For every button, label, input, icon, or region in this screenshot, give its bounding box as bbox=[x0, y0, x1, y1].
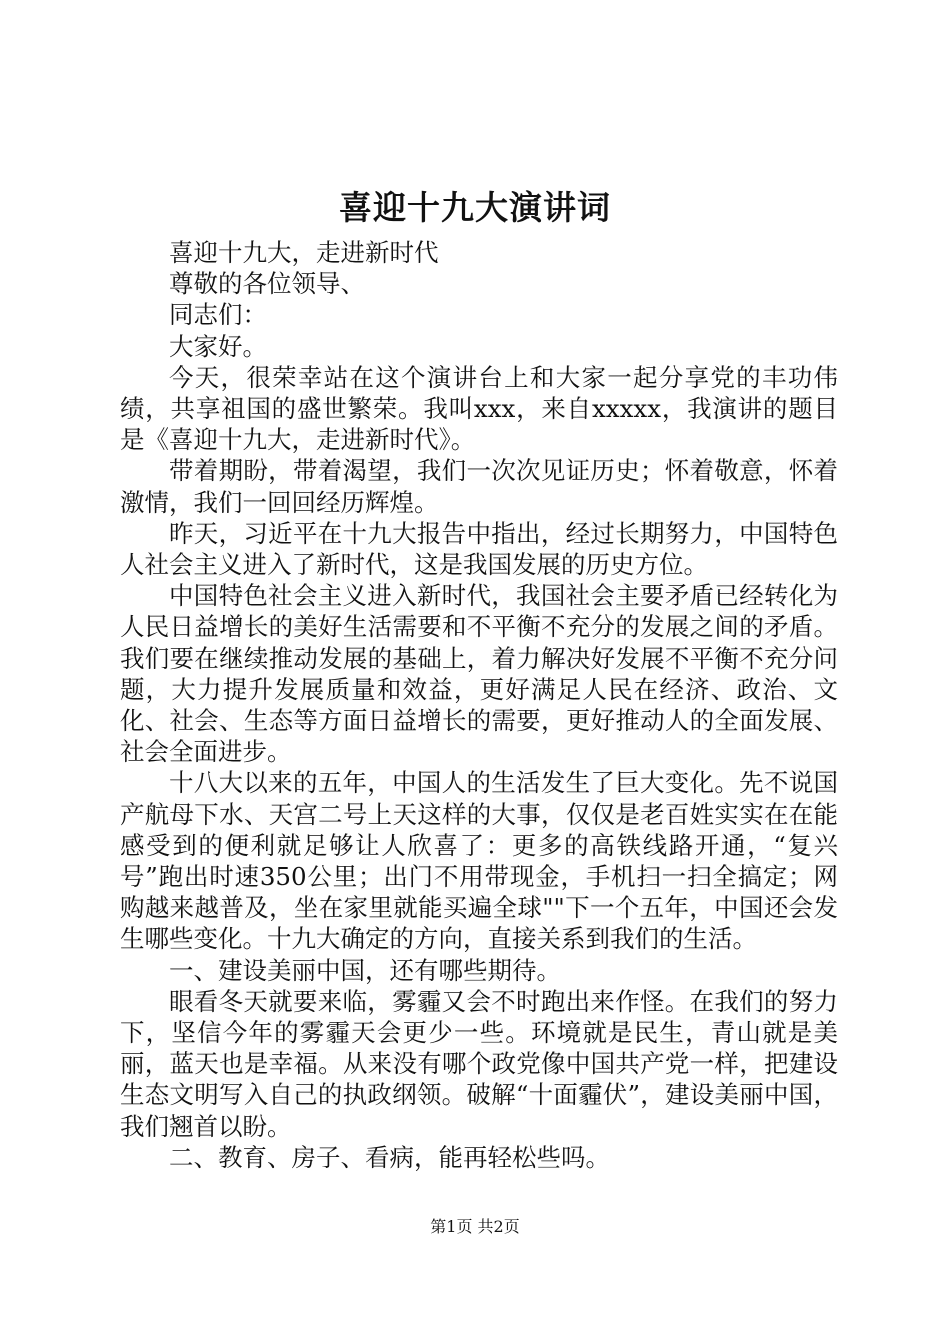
paragraph-salutation-2: 同志们： bbox=[169, 300, 267, 330]
section-heading-2: 二、教育、房子、看病，能再轻松些吗。 bbox=[169, 1142, 610, 1172]
paragraph: 中国特色社会主义进入新时代，我国社会主要矛盾已经转化为人民日益增长的美好生活需要和不平衡不充分的发展之间的矛盾。我们要在继续推动发展的基础上，着力解决好发展不平衡不充分问题，大力提升发展质量和效益，更好满足人民在经济、政治、文化、社会、生态等方面日益增长的需要，更好推动人的全面发展、社会全面进步。 bbox=[120, 581, 838, 767]
paragraph-subtitle: 喜迎十九大，走进新时代 bbox=[169, 238, 439, 267]
section-heading-1: 一、建设美丽中国，还有哪些期待。 bbox=[169, 955, 561, 985]
paragraph-intro: 今天，很荣幸站在这个演讲台上和大家一起分享党的丰功伟绩，共享祖国的盛世繁荣。我叫xxx，来自xxxxx，我演讲的题目是《喜迎十九大，走进新时代》。 bbox=[120, 362, 838, 455]
document-body bbox=[120, 237, 838, 1173]
paragraph: 昨天，习近平在十九大报告中指出，经过长期努力，中国特色人社会主义进入了新时代，这是我国发展的历史方位。 bbox=[120, 518, 838, 580]
paragraph: 带着期盼，带着渴望，我们一次次见证历史；怀着敬意，怀着激情，我们一回回经历辉煌。 bbox=[120, 456, 838, 517]
document-title: 喜迎十九大演讲词 bbox=[339, 188, 611, 227]
paragraph-greeting: 大家好。 bbox=[169, 331, 267, 361]
paragraph-salutation: 尊敬的各位领导、 bbox=[169, 269, 365, 299]
paragraph: 眼看冬天就要来临，雾霾又会不时跑出来作怪。在我们的努力下，坚信今年的雾霾天会更少一些。环境就是民生，青山就是美丽，蓝天也是幸福。从来没有哪个政党像中国共产党一样，把建设生态文明写入自己的执政纲领。破解“十面霾伏”，建设美丽中国，我们翘首以盼。 bbox=[120, 986, 838, 1141]
paragraph: 十八大以来的五年，中国人的生活发生了巨大变化。先不说国产航母下水、天宫二号上天这样的大事，仅仅是老百姓实实在在能感受到的便利就足够让人欣喜了：更多的高铁线路开通，“复兴号”跑出时速350公里；出门不用带现金，手机扫一扫全搞定；网购越来越普及，坐在家里就能买遍全球""下一个五年，中国还会发生哪些变化。十九大确定的方向，直接关系到我们的生活。 bbox=[120, 768, 838, 954]
page-footer: 第1页 共2页 bbox=[430, 1217, 520, 1236]
